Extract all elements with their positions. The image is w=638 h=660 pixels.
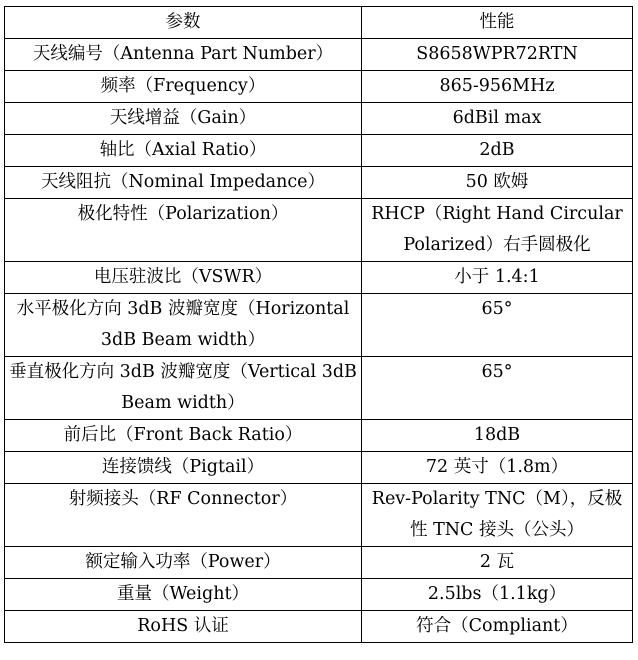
row-param: 轴比（Axial Ratio）: [5, 135, 362, 167]
table-row: [5, 71, 633, 103]
table-row: [5, 167, 633, 199]
table-row: [5, 547, 633, 579]
table-row: [5, 357, 633, 420]
row-value: 18dB: [362, 420, 633, 452]
table-row: [5, 611, 633, 643]
row-value: 72 英寸（1.8m）: [362, 452, 633, 484]
table-row: [5, 484, 633, 547]
table-row: [5, 262, 633, 294]
row-value: 小于 1.4:1: [362, 262, 633, 294]
row-param: 天线编号（Antenna Part Number）: [5, 39, 362, 71]
row-value: 50 欧姆: [362, 167, 633, 199]
table-row: [5, 135, 633, 167]
row-param: 垂直极化方向 3dB 波瓣宽度（Vertical 3dB Beam width）: [5, 357, 362, 420]
table-row: [5, 39, 633, 71]
row-value: 65°: [362, 294, 633, 357]
row-value: 865-956MHz: [362, 71, 633, 103]
row-param: 天线增益（Gain）: [5, 103, 362, 135]
row-param: 天线阻抗（Nominal Impedance）: [5, 167, 362, 199]
table-row: [5, 294, 633, 357]
table-row: [5, 199, 633, 262]
table-row: [5, 103, 633, 135]
row-param: 频率（Frequency）: [5, 71, 362, 103]
row-param: 额定输入功率（Power）: [5, 547, 362, 579]
table-row: [5, 452, 633, 484]
row-value: 2.5lbs（1.1kg）: [362, 579, 633, 611]
table-header-row: [5, 7, 633, 39]
table-row: [5, 420, 633, 452]
row-value: 2dB: [362, 135, 633, 167]
row-param: 射频接头（RF Connector）: [5, 484, 362, 547]
row-value: 65°: [362, 357, 633, 420]
row-value: S8658WPR72RTN: [362, 39, 633, 71]
row-param: 极化特性（Polarization）: [5, 199, 362, 262]
row-param: 水平极化方向 3dB 波瓣宽度（Horizontal 3dB Beam width）: [5, 294, 362, 357]
row-value: 符合（Compliant）: [362, 611, 633, 643]
table-row: [5, 579, 633, 611]
row-param: 前后比（Front Back Ratio）: [5, 420, 362, 452]
header-performance: 性能: [362, 7, 633, 39]
antenna-spec-table: [4, 6, 633, 643]
header-param: 参数: [5, 7, 362, 39]
row-param: 重量（Weight）: [5, 579, 362, 611]
row-value: 6dBil max: [362, 103, 633, 135]
row-param: RoHS 认证: [5, 611, 362, 643]
row-param: 连接馈线（Pigtail）: [5, 452, 362, 484]
row-value: RHCP（Right Hand Circular Polarized）右手圆极化: [362, 199, 633, 262]
row-value: 2 瓦: [362, 547, 633, 579]
row-param: 电压驻波比（VSWR）: [5, 262, 362, 294]
row-value: Rev-Polarity TNC（M），反极性 TNC 接头（公头）: [362, 484, 633, 547]
